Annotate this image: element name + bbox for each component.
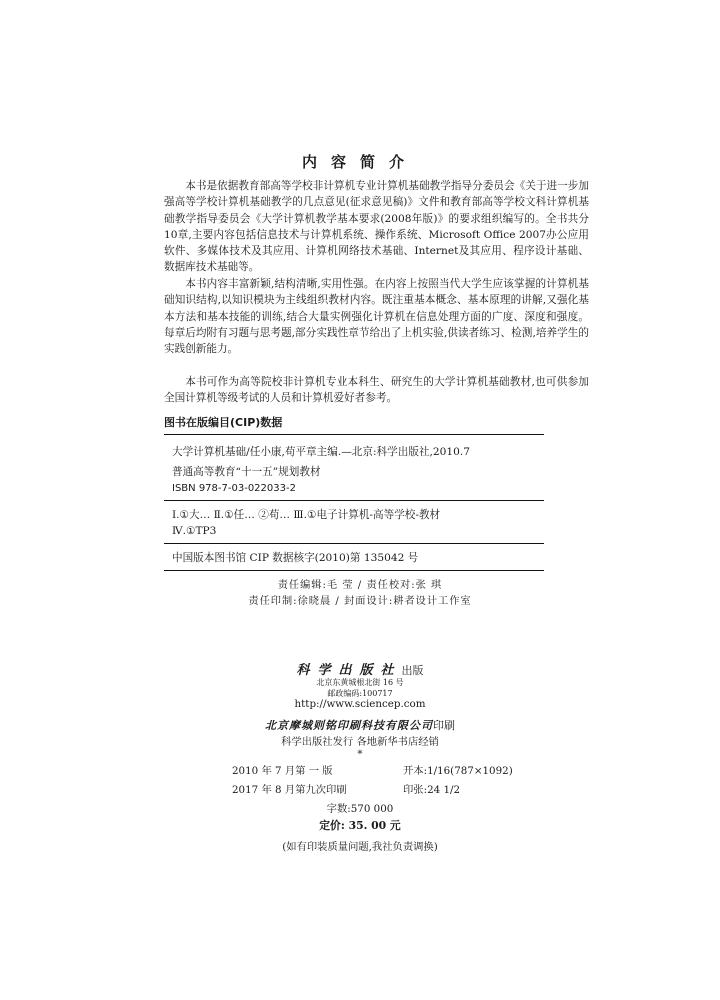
summary-paragraph-1: 本书是依据教育部高等学校非计算机专业计算机基础教学指导分委员会《关于进一步加强高等学校计算机基础教学的几点意见(征求意见稿)》文件和教育部高等学校文科计算机基础教学指导委员会《大学计算机教学基本要求(2008年版)》的要求组织编写的。全书共分10章,主要内容包括信息技术与计算机系统、操作系统、Microsoft Office 2007办公应用软件、多媒体技术及其应用、计算机网络技术基础、Internet及其应用、程序设计基础、数据库技术基础等。: [164, 180, 589, 274]
book-format: 开本:1/16(787×1092): [403, 765, 513, 777]
staff-production: 责任印制:徐晓晨 / 封面设计:耕者设计工作室: [248, 596, 472, 607]
cip-heading: 图书在版编目(CIP)数据: [164, 416, 283, 429]
cip-classification-2: Ⅳ.①TP3: [172, 525, 217, 537]
publisher-url: http://www.sciencep.com: [294, 698, 426, 710]
cip-bibliographic-line: 大学计算机基础/任小康,苟平章主编.—北京:科学出版社,2010.7: [172, 446, 470, 458]
price: 定价: 35. 00 元: [319, 819, 401, 832]
cip-bottom-rule: [164, 570, 544, 571]
staff-editors: 责任编辑:毛 莹 / 责任校对:张 琪: [277, 580, 443, 591]
publisher-address: 北京东黄城根北街 16 号: [316, 678, 404, 687]
cip-rule-3: [164, 543, 544, 544]
printer-suffix: 印刷: [433, 719, 455, 732]
cip-isbn: ISBN 978-7-03-022033-2: [172, 483, 296, 494]
cip-series-line: 普通高等教育“十一五”规划教材: [172, 466, 321, 478]
separator-asterisk: *: [357, 748, 363, 760]
publisher-name: 科学出版社: [296, 663, 402, 678]
cip-rule-2: [164, 500, 544, 501]
quality-notice: (如有印装质量问题,我社负责调换): [282, 841, 438, 853]
printer-line: [0, 714, 720, 733]
cip-record-number: 中国版本图书馆 CIP 数据核字(2010)第 135042 号: [172, 552, 419, 564]
publisher-suffix: 出版: [401, 664, 424, 677]
distribution-line: 科学出版社发行 各地新华书店经销: [281, 736, 439, 748]
cip-classification-1: Ⅰ.①大… Ⅱ.①任… ②苟… Ⅲ.①电子计算机-高等学校-教材: [172, 509, 441, 521]
summary-paragraph-3: 本书可作为高等院校非计算机专业本科生、研究生的大学计算机基础教材,也可供参加全国计算机等级考试的人员和计算机爱好者参考。: [164, 376, 589, 405]
edition-row-1: [232, 762, 513, 777]
printing-number: 2017 年 8 月第九次印刷: [232, 784, 347, 796]
publisher-line: [0, 659, 720, 678]
printed-sheets: 印张:24 1/2: [403, 784, 461, 796]
summary-title: 内容简介: [301, 153, 418, 171]
printer-name: 北京摩城则铭印刷科技有限公司: [265, 719, 433, 732]
summary-paragraph-2: 本书内容丰富新颖,结构清晰,实用性强。在内容上按照当代大学生应该掌握的计算机基础知识结构,以知识模块为主线组织教材内容。既注重基本概念、基本原理的讲解,又强化基本方法和基本技能的训练,结合大量实例强化计算机在信息处理方面的广度、深度和强度。每章后均附有习题与思考题,部分实践性章节给出了上机实验,供读者练习、检测,培养学生的实践创新能力。: [164, 278, 589, 356]
edition-row-2: [232, 781, 461, 796]
word-count: 字数:570 000: [326, 803, 394, 815]
first-edition: 2010 年 7 月第 一 版: [232, 765, 333, 777]
publisher-postcode: 邮政编码:100717: [327, 689, 393, 698]
cip-top-rule: [164, 434, 544, 435]
